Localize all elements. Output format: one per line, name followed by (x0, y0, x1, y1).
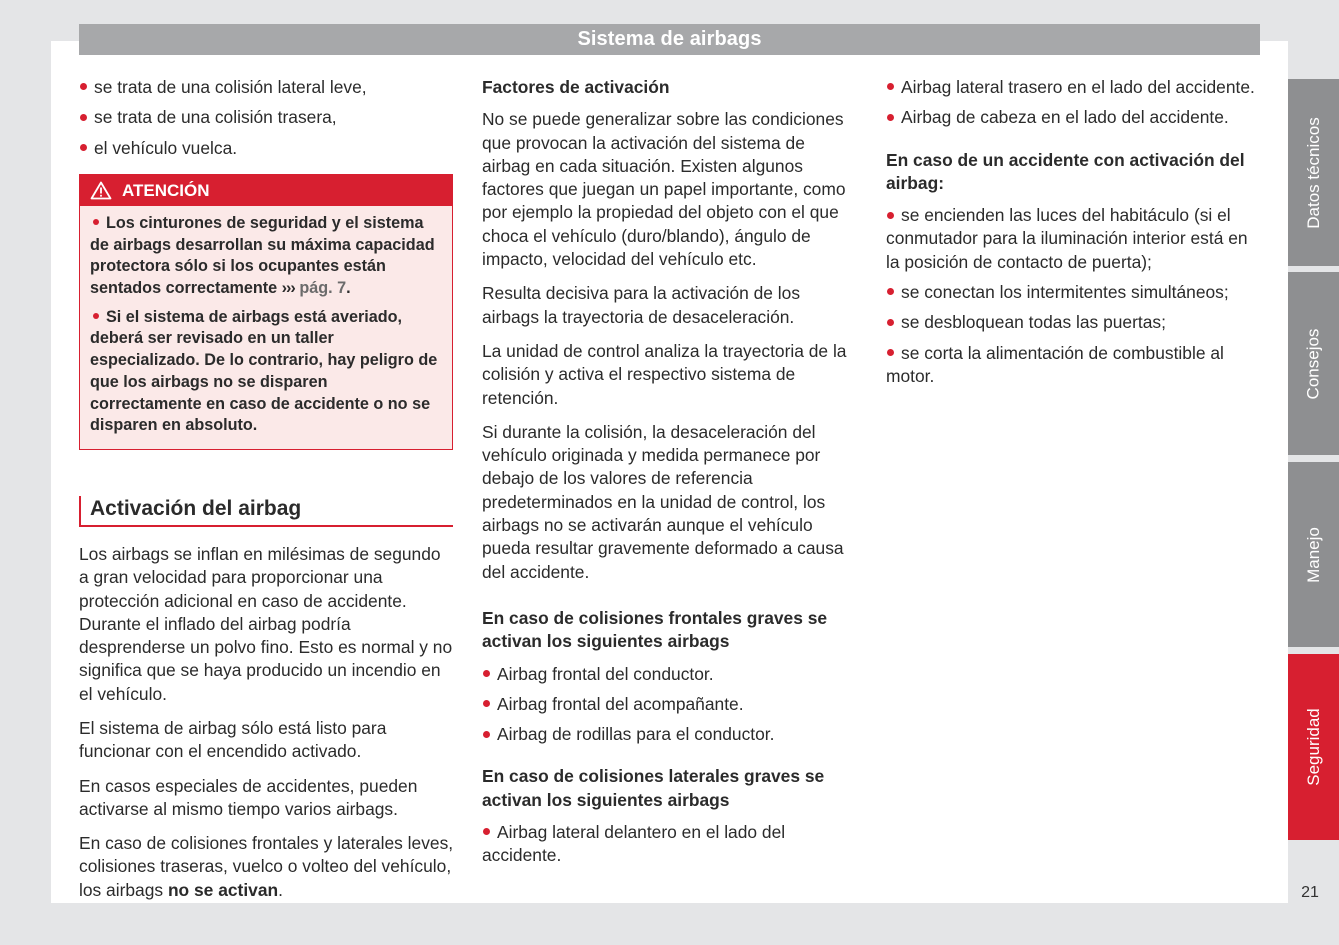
side-tab-datos-tecnicos[interactable]: Datos técnicos (1288, 79, 1339, 266)
paragraph: Los airbags se inflan en milésimas de segundo a gran velocidad para proporcionar una protección adicional en caso de accidente. Durante el inflado del airbag podría desprenderse un polvo fino. Esto es normal y no significa que se haya producido un incendio en el vehículo. (79, 543, 453, 704)
column-2 (482, 76, 857, 875)
list-item: Airbag lateral delantero en el lado del accidente. (482, 822, 786, 866)
paragraph: En caso de colisiones frontales y laterales leves, colisiones traseras, vuelco o volteo del vehículo, los airbags no se activan. (79, 833, 454, 900)
sub-heading: Factores de activación (482, 77, 670, 97)
list-item: Airbag frontal del conductor. (482, 663, 857, 686)
page-number: 21 (1301, 884, 1319, 901)
warning-item: Si el sistema de airbags está averiado, deberá ser revisado en un taller especializado. De lo contrario, hay peligro de que los airbags no se disparen correctamente en caso de accidente o no se disparen en absoluto. (90, 307, 438, 435)
side-tab-manejo[interactable]: Manejo (1288, 462, 1339, 647)
bullet-icon (80, 144, 87, 151)
page-reference-link[interactable]: pág. 7 (299, 279, 347, 297)
bullet-icon (887, 349, 894, 356)
list-item: el vehículo vuelca. (79, 137, 454, 160)
bullet-icon (93, 219, 99, 225)
side-tab-consejos[interactable]: Consejos (1288, 272, 1339, 455)
chapter-title: Sistema de airbags (577, 28, 762, 50)
emphasis: no se activan (167, 879, 279, 900)
bullet-icon (93, 313, 99, 319)
paragraph: En casos especiales de accidentes, pueden activarse al mismo tiempo varios airbags. (79, 775, 418, 819)
column-3 (886, 76, 1261, 395)
bullet-icon (887, 319, 894, 326)
list-item: Airbag lateral trasero en el lado del accidente. (886, 76, 1261, 99)
list-item: Airbag frontal del acompañante. (482, 693, 857, 716)
list-item: Airbag de rodillas para el conductor. (482, 723, 857, 746)
paragraph: Si durante la colisión, la desaceleración del vehículo originada y medida permanece por debajo de los valores de referencia predeterminados en la unidad de control, los airbags no se activarán aunque el vehículo pueda resultar gravemente deformado a causa del accidente. (482, 421, 844, 582)
column-1 (79, 76, 454, 913)
warning-title: ATENCIÓN (122, 180, 210, 200)
warning-body (80, 206, 452, 449)
paragraph: Resulta decisiva para la activación de los airbags la trayectoria de desaceleración. (482, 283, 801, 327)
list-item: se desbloquean todas las puertas; (886, 311, 1261, 334)
list-item: se trata de una colisión trasera, (79, 106, 454, 129)
paragraph: La unidad de control analiza la trayectoria de la colisión y activa el respectivo sistema de retención. (482, 340, 847, 408)
bullet-icon (483, 670, 490, 677)
sub-heading: En caso de colisiones laterales graves se activan los siguientes airbags (482, 766, 825, 810)
bullet-icon (483, 731, 490, 738)
bullet-icon (80, 83, 87, 90)
list-item: se conectan los intermitentes simultáneos; (886, 281, 1261, 304)
list-item: se encienden las luces del habitáculo (si el conmutador para la iluminación interior está en la posición de contacto de puerta); (886, 205, 1248, 272)
bullet-icon (483, 700, 490, 707)
bullet-icon (483, 828, 490, 835)
warning-item: Los cinturones de seguridad y el sistema de airbags desarrollan su máxima capacidad protectora sólo si los ocupantes están sentados correctamente ››› pág. 7. (90, 213, 435, 297)
list-item: se corta la alimentación de combustible al motor. (886, 342, 1224, 386)
warning-box (79, 174, 453, 450)
bullet-icon (887, 288, 894, 295)
bullet-icon (887, 83, 894, 90)
paragraph: No se puede generalizar sobre las condiciones que provocan la activación del sistema de airbag en cada situación. Existen algunos factores que juegan un papel importante, como por ejemplo la propiedad del objeto con el que choca el vehículo (duro/blando), ángulo de impacto, velocidad del vehículo etc. (482, 109, 846, 270)
bullet-icon (80, 114, 87, 121)
sub-heading: En caso de colisiones frontales graves se activan los siguientes airbags (482, 607, 828, 652)
chapter-header-bar (79, 24, 1260, 55)
warning-header (80, 175, 452, 206)
paragraph: El sistema de airbag sólo está listo para funcionar con el encendido activado. (79, 718, 387, 762)
warning-triangle-icon (90, 181, 112, 200)
list-item: se trata de una colisión lateral leve, (79, 76, 454, 99)
reference-arrow-icon: ››› (281, 279, 295, 297)
side-tab-seguridad[interactable]: Seguridad (1288, 654, 1339, 840)
bullet-icon (887, 212, 894, 219)
list-item: Airbag de cabeza en el lado del accidente. (886, 106, 1261, 129)
section-title: Activación del airbag (79, 496, 453, 527)
sub-heading: En caso de un accidente con activación del airbag: (886, 149, 1245, 193)
bullet-icon (887, 114, 894, 121)
